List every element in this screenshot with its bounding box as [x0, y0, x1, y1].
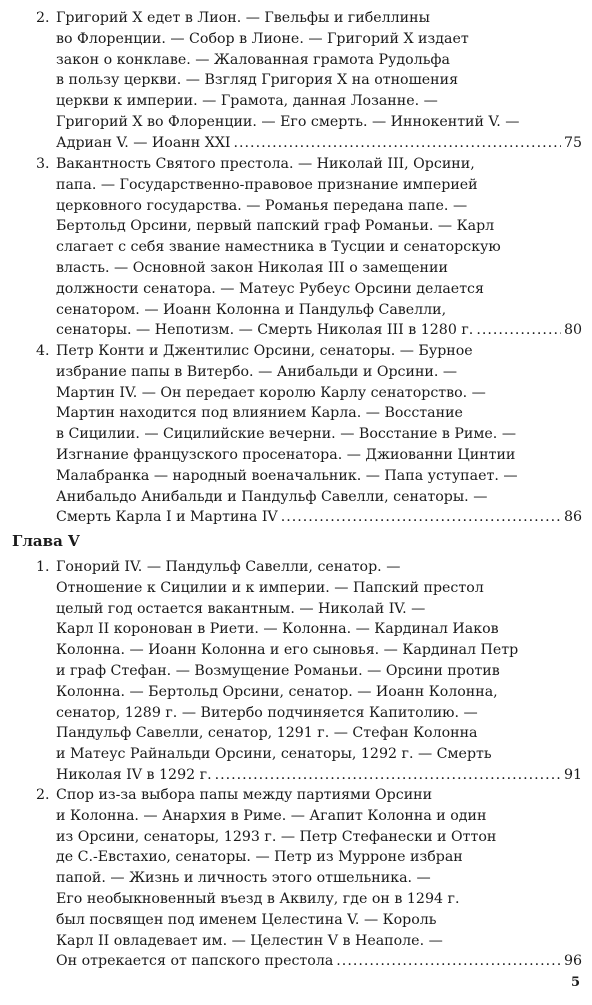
page-number: 5 — [570, 975, 580, 990]
entry-text: в Сицилии. — Сицилийские вечерни. — Восстание в Риме. — — [56, 426, 517, 443]
toc-entry — [36, 341, 582, 528]
toc-line — [36, 640, 582, 661]
toc-line — [36, 827, 582, 848]
toc-line — [36, 70, 582, 91]
entry-text: был посвящен под именем Целестина V. — Король — [56, 911, 437, 928]
chapter-heading: Глава V — [12, 532, 80, 550]
toc-line — [36, 237, 582, 258]
toc-line — [36, 889, 582, 910]
entry-text: папой. — Жизнь и личность этого отшельника. — — [56, 870, 431, 887]
dot-leader — [215, 765, 561, 786]
entry-text: избрание папы в Витербо. — Анибальди и Орсини. — — [56, 363, 458, 380]
entry-text: Отношение к Сицилии и к империи. — Папский престол — [56, 579, 484, 596]
toc-line — [36, 216, 582, 237]
toc-line — [36, 8, 582, 29]
entry-page-number: 86 — [563, 509, 582, 526]
toc-line — [36, 578, 582, 599]
toc-line — [36, 599, 582, 620]
toc-line — [36, 661, 582, 682]
entry-text: должности сенатора. — Матеус Рубеус Орсини делается — [56, 280, 484, 297]
entry-text: и граф Стефан. — Возмущение Романьи. — Орсини против — [56, 662, 500, 679]
toc-line — [36, 847, 582, 868]
toc-line — [36, 785, 582, 806]
toc-last-line — [36, 951, 582, 972]
entry-text: Его необыкновенный въезд в Аквилу, где он в 1294 г. — [56, 890, 460, 907]
entry-text: и Матеус Райнальди Орсини, сенаторы, 1292 г. — Смерть — [56, 746, 492, 763]
entry-text: де С.-Евстахио, сенаторы. — Петр из Мурроне избран — [56, 849, 463, 866]
toc-line — [36, 300, 582, 321]
entry-text: власть. — Основной закон Николая III о замещении — [56, 259, 448, 276]
toc-line — [36, 91, 582, 112]
entry-text: церкви к империи. — Грамота, данная Лозанне. — — [56, 93, 438, 110]
entry-text: Спор из-за выбора папы между партиями Орсини — [56, 787, 433, 803]
entry-text: папа. — Государственно-правовое признание империей — [56, 176, 478, 193]
entry-text: слагает с себя звание наместника в Тусции и сенаторскую — [56, 239, 501, 256]
toc-line — [36, 931, 582, 952]
entry-text: Гонорий IV. — Пандульф Савелли, сенатор. — — [56, 559, 401, 575]
toc-line — [36, 341, 582, 362]
entry-text: Колонна. — Иоанн Колонна и его сыновья. — Кардинал Петр — [56, 642, 519, 659]
entry-text: сенатором. — Иоанн Колонна и Пандульф Савелли, — [56, 301, 447, 318]
toc-line — [36, 703, 582, 724]
toc-line — [36, 175, 582, 196]
toc-line — [36, 910, 582, 931]
toc-entry — [36, 557, 582, 786]
entry-text: Он отрекается от папского престола — [56, 953, 334, 970]
entry-text: Колонна. — Бертольд Орсини, сенатор. — Иоанн Колонна, — [56, 683, 498, 700]
toc-entry — [36, 154, 582, 341]
entry-text: Изгнание французского просенатора. — Джиованни Цинтии — [56, 446, 516, 463]
toc-line — [36, 154, 582, 175]
toc-last-line — [36, 765, 582, 786]
entry-text: Вакантность Святого престола. — Николай III, Орсини, — [56, 156, 475, 172]
entry-text: Петр Конти и Джентилис Орсини, сенаторы. — Бурное — [56, 343, 473, 359]
entry-text: из Орсини, сенаторы, 1293 г. — Петр Стефанески и Оттон — [56, 828, 497, 845]
toc-line — [36, 403, 582, 424]
entry-text: Николая IV в 1292 г. — [56, 766, 212, 783]
entry-text: Адриан V. — Иоанн XXI — [56, 134, 231, 151]
toc-line — [36, 682, 582, 703]
entry-number: 2. — [36, 10, 50, 26]
entry-text: сенатор, 1289 г. — Витербо подчиняется Капитолию. — — [56, 704, 478, 721]
entry-text: церковного государства. — Романья передана папе. — — [56, 197, 468, 214]
toc-line — [36, 868, 582, 889]
entry-page-number: 75 — [563, 134, 582, 151]
dot-leader — [234, 133, 561, 154]
dot-leader — [281, 507, 561, 528]
toc-entry — [36, 785, 582, 972]
entry-text: Мартин IV. — Он передает королю Карлу сенаторство. — — [56, 384, 486, 401]
toc-line — [36, 723, 582, 744]
toc-entry — [36, 8, 582, 154]
entry-text: Григорий X во Флоренции. — Его смерть. — Иннокентий V. — — [56, 113, 520, 130]
entry-number: 4. — [36, 343, 50, 359]
toc-line — [36, 466, 582, 487]
toc-last-line — [36, 320, 582, 341]
toc-line — [36, 487, 582, 508]
entry-text: закон о конклаве. — Жалованная грамота Рудольфа — [56, 51, 450, 68]
toc-line — [36, 258, 582, 279]
toc-last-line — [36, 133, 582, 154]
entry-text: целый год остается вакантным. — Николай IV. — — [56, 600, 426, 617]
toc-line — [36, 383, 582, 404]
toc-line — [36, 424, 582, 445]
entry-text: во Флоренции. — Собор в Лионе. — Григорий X издает — [56, 30, 469, 47]
toc-line — [36, 50, 582, 71]
entry-number: 3. — [36, 156, 50, 172]
dot-leader — [336, 951, 561, 972]
toc-line — [36, 112, 582, 133]
entry-page-number: 96 — [563, 953, 582, 970]
entry-text: Карл II коронован в Риети. — Колонна. — Кардинал Иаков — [56, 621, 499, 638]
entry-text: сенаторы. — Непотизм. — Смерть Николая III в 1280 г. — [56, 322, 474, 339]
toc-line — [36, 362, 582, 383]
entry-text: Анибальдо Анибальди и Пандульф Савелли, сенаторы. — — [56, 488, 488, 505]
entry-text: Григорий X едет в Лион. — Гвельфы и гибеллины — [56, 10, 430, 26]
toc-line — [36, 619, 582, 640]
entry-text: Карл II овладевает им. — Целестин V в Неаполе. — — [56, 932, 443, 949]
entry-text: Мартин находится под влиянием Карла. — Восстание — [56, 405, 463, 422]
entry-text: Пандульф Савелли, сенатор, 1291 г. — Стефан Колонна — [56, 725, 478, 742]
entry-number: 2. — [36, 787, 50, 803]
entry-text: в пользу церкви. — Взгляд Григория X на отношения — [56, 72, 459, 89]
entry-page-number: 80 — [563, 322, 582, 339]
entry-text: Смерть Карла I и Мартина IV — [56, 509, 278, 526]
toc-line — [36, 445, 582, 466]
toc-line — [36, 557, 582, 578]
entry-text: Бертольд Орсини, первый папский граф Романьи. — Карл — [56, 218, 495, 235]
toc-line — [36, 806, 582, 827]
entry-number: 1. — [36, 559, 50, 575]
entry-text: Малабранка — народный военачальник. — Папа уступает. — — [56, 467, 518, 484]
entry-text: и Колонна. — Анархия в Риме. — Агапит Колонна и один — [56, 807, 487, 824]
toc-line — [36, 744, 582, 765]
toc-line — [36, 279, 582, 300]
toc-line — [36, 29, 582, 50]
entry-page-number: 91 — [563, 766, 582, 783]
toc-last-line — [36, 507, 582, 528]
toc-line — [36, 196, 582, 217]
dot-leader — [476, 320, 561, 341]
